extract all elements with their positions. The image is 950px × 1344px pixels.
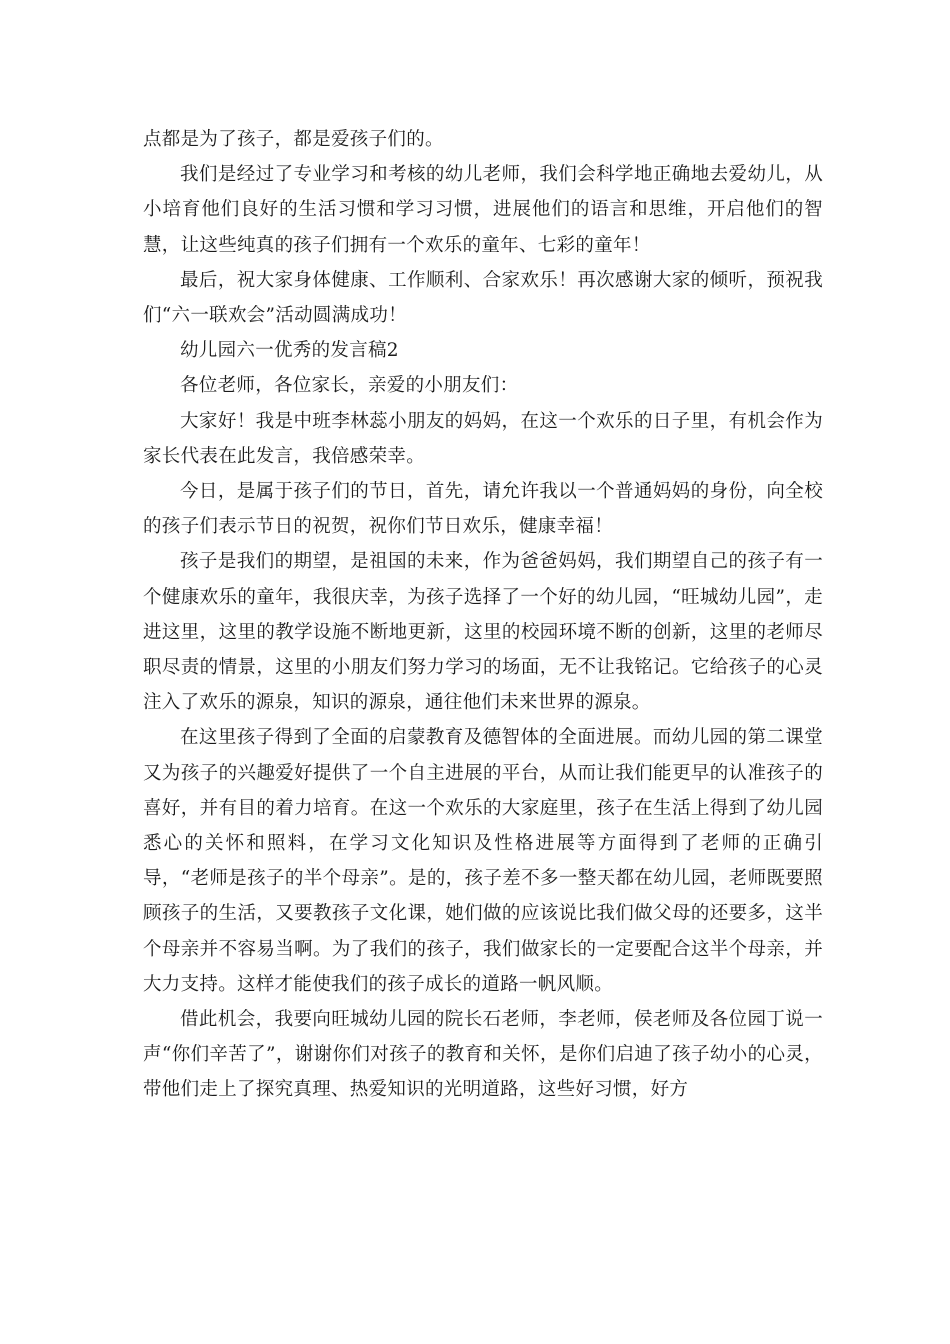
paragraph-teachers-love: 我们是经过了专业学习和考核的幼儿老师，我们会科学地正确地去爱幼儿，从小培育他们良好的生活习惯和学习习惯，进展他们的语言和思维，开启他们的智慧，让这些纯真的孩子们拥有一个欢乐的童年、七彩的童年！ [143, 164, 823, 256]
paragraph-closing-wishes: 最后，祝大家身体健康、工作顺利、合家欢乐！再次感谢大家的倾听，预祝我们“六一联欢会”活动圆满成功！ [143, 269, 823, 327]
paragraph-education: 在这里孩子得到了全面的启蒙教育及德智体的全面进展。而幼儿园的第二课堂又为孩子的兴趣爱好提供了一个自主进展的平台，从而让我们能更早的认准孩子的喜好，并有目的着力培育。在这一个欢乐的大家庭里，孩子在生活上得到了幼儿园悉心的关怀和照料，在学习文化知识及性格进展等方面得到了老师的正确引导，“老师是孩子的半个母亲”。是的，孩子差不多一整天都在幼儿园，老师既要照顾孩子的生活，又要教孩子文化课，她们做的应该说比我们做父母的还要多，这半个母亲并不容易当啊。为了我们的孩子，我们做家长的一定要配合这半个母亲，并大力支持。这样才能使我们的孩子成长的道路一帆风顺。 [143, 727, 823, 995]
document-body [143, 122, 823, 1108]
paragraph-children-hope: 孩子是我们的期望，是祖国的未来，作为爸爸妈妈，我们期望自己的孩子有一个健康欢乐的童年，我很庆幸，为孩子选择了一个好的幼儿园，“旺城幼儿园”，走进这里，这里的教学设施不断地更新，这里的校园环境不断的创新，这里的老师尽职尽责的情景，这里的小朋友们努力学习的场面，无不让我铭记。它给孩子的心灵注入了欢乐的源泉，知识的源泉，通往他们未来世界的源泉。 [143, 551, 823, 714]
paragraph-thanks: 借此机会，我要向旺城幼儿园的院长石老师，李老师，侯老师及各位园丁说一声“你们辛苦了”，谢谢你们对孩子的教育和关怀，是你们启迪了孩子幼小的心灵，带他们走上了探究真理、热爱知识的光明道路，这些好习惯，好方 [143, 1009, 823, 1101]
section-heading: 幼儿园六一优秀的发言稿2 [180, 340, 399, 362]
paragraph-continuation: 点都是为了孩子，都是爱孩子们的。 [143, 129, 444, 150]
paragraph-festival-wishes: 今日，是属于孩子们的节日，首先，请允许我以一个普通妈妈的身份，向全校的孩子们表示节日的祝贺，祝你们节日欢乐，健康幸福！ [143, 481, 823, 538]
paragraph-greeting: 大家好！我是中班李林蕊小朋友的妈妈，在这一个欢乐的日子里，有机会作为家长代表在此发言，我倍感荣幸。 [143, 410, 823, 467]
paragraph-salutation: 各位老师，各位家长，亲爱的小朋友们： [180, 375, 519, 397]
